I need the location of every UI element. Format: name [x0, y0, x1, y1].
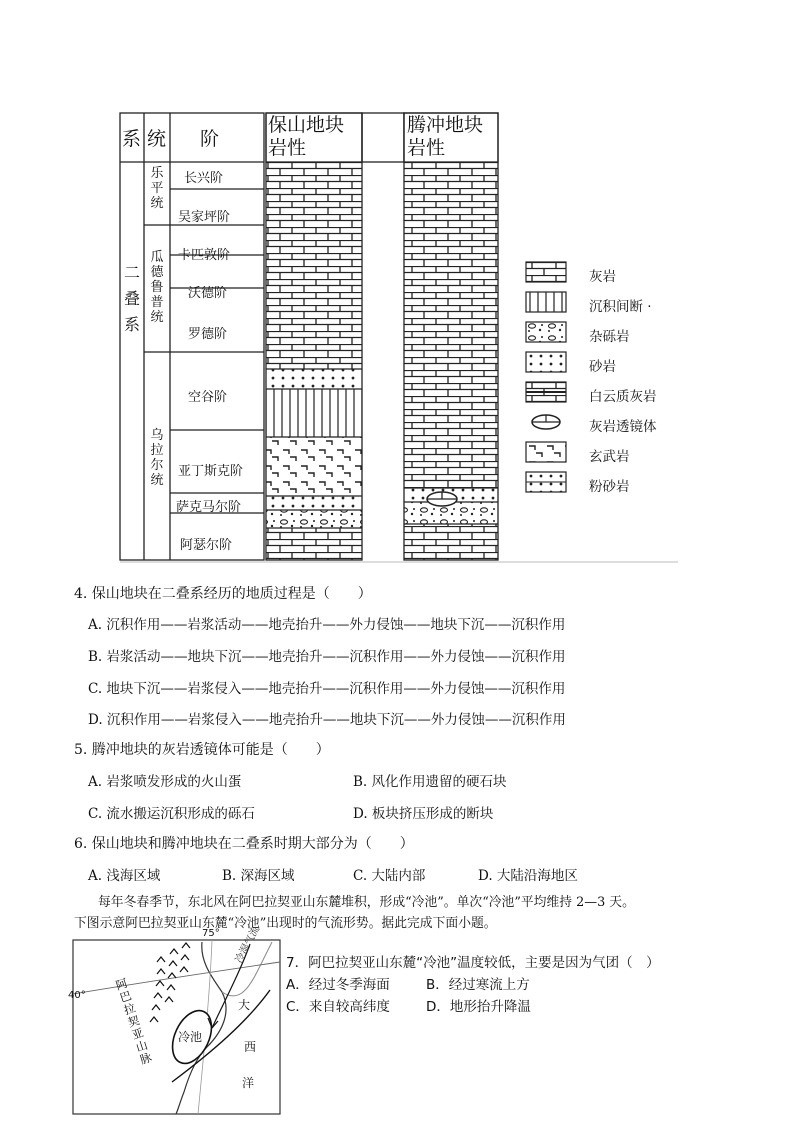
- series-guadalupian: 瓜 德 鲁 普 统: [150, 250, 164, 325]
- header-tengchong: [407, 114, 483, 160]
- map-ocean-1: 大: [238, 998, 251, 1012]
- map-cold-current-label: 冷湿气流: [233, 924, 263, 966]
- question-7-option-c[interactable]: C．来自较高纬度: [286, 999, 390, 1015]
- legend-note-dot: ·: [647, 299, 652, 315]
- legend-conglomerate-icon: [526, 322, 566, 342]
- question-7-option-b[interactable]: B．经过寒流上方: [426, 977, 530, 993]
- cold-pool-map: [68, 924, 282, 1116]
- question-7-stem: 7．阿巴拉契亚山东麓“冷池”温度较低，主要是因为气团（ ）: [286, 955, 660, 971]
- map-cold-pool-label: 冷池: [178, 1030, 203, 1044]
- legend-hiatus-icon: [526, 292, 566, 312]
- map-ocean-3: 洋: [242, 1076, 255, 1090]
- legend-limestone-lens-icon: [532, 415, 560, 429]
- legend-label-dolomitic-limestone: 白云质灰岩: [589, 389, 657, 405]
- question-5-option-a[interactable]: A. 岩浆喷发形成的火山蛋: [88, 774, 242, 790]
- header-series: 统: [147, 128, 167, 150]
- map-mountain-label: 阿 巴 拉 契 亚 山 脉: [113, 975, 154, 1067]
- series-lopingian: 乐 平 统: [150, 166, 164, 211]
- question-5-stem: 5. 腾冲地块的灰岩透镜体可能是（ ）: [74, 742, 330, 758]
- legend-label-hiatus: [589, 295, 652, 315]
- stage-kungurian: 空谷阶: [188, 390, 228, 405]
- header-tengchong-line2: 岩性: [407, 137, 446, 159]
- question-6-option-c[interactable]: C. 大陆内部: [353, 868, 426, 884]
- question-6-stem: 6. 保山地块和腾冲地块在二叠系时期大部分为（ ）: [74, 836, 414, 852]
- stratigraphic-figure: [118, 110, 678, 565]
- question-4-stem: 4. 保山地块在二叠系经历的地质过程是（ ）: [74, 586, 372, 602]
- question-6-option-d[interactable]: D. 大陆沿海地区: [478, 868, 578, 884]
- legend-label-siltstone: 粉砂岩: [589, 479, 630, 495]
- question-5-option-b[interactable]: B. 风化作用遗留的硬石块: [353, 774, 507, 790]
- question-6-option-b[interactable]: B. 深海区域: [222, 868, 295, 884]
- legend-label-limestone-lens: 灰岩透镜体: [589, 419, 657, 435]
- header-system: 系: [122, 128, 142, 150]
- map-longitude-label: 75°: [202, 928, 220, 939]
- stage-sakmarian: 萨克马尔阶: [176, 500, 242, 515]
- stage-wordian: 沃德阶: [188, 286, 228, 301]
- stage-artinskian: 亚丁斯克阶: [178, 464, 244, 479]
- stage-asselian: 阿瑟尔阶: [180, 538, 233, 553]
- legend-label-basalt: 玄武岩: [589, 449, 630, 465]
- legend-label-sandstone: 砂岩: [589, 359, 616, 375]
- legend-label-conglomerate: 杂砾岩: [589, 329, 630, 345]
- limestone-lens-mark: [427, 492, 457, 506]
- question-5-option-c[interactable]: C. 流水搬运沉积形成的砾石: [88, 806, 255, 822]
- header-stage: 阶: [200, 128, 220, 150]
- legend-limestone-icon: [526, 262, 566, 282]
- stage-capitanian: 卡匹敦阶: [178, 248, 231, 263]
- question-7-option-a[interactable]: A．经过冬季海面: [286, 977, 390, 993]
- stage-changhsingian: 长兴阶: [184, 171, 224, 186]
- legend-dolomitic-limestone-icon: [526, 382, 566, 402]
- question-4-option-b[interactable]: B. 岩浆活动——地块下沉——地壳抬升——沉积作用——外力侵蚀——沉积作用: [88, 649, 566, 665]
- legend-label-limestone: 灰岩: [589, 269, 616, 285]
- system-name: 二 叠 系: [123, 263, 140, 334]
- header-tengchong-line1: 腾冲地块: [407, 114, 484, 136]
- legend-siltstone-icon: [526, 472, 566, 492]
- header-baoshan: [268, 114, 344, 160]
- question-4-option-a[interactable]: A. 沉积作用——岩浆活动——地壳抬升——外力侵蚀——地块下沉——沉积作用: [88, 617, 566, 633]
- map-latitude-label: 40°: [68, 990, 86, 1001]
- header-baoshan-line1: 保山地块: [268, 114, 345, 136]
- stage-wuchiapingian: 吴家坪阶: [178, 210, 231, 225]
- question-4-option-c[interactable]: C. 地块下沉——岩浆侵入——地壳抬升——沉积作用——外力侵蚀——沉积作用: [88, 681, 566, 697]
- legend-basalt-icon: [526, 442, 566, 462]
- question-5-option-d[interactable]: D. 板块挤压形成的断块: [353, 806, 494, 822]
- legend-label-hiatus-text: 沉积间断: [589, 299, 643, 315]
- header-baoshan-line2: 岩性: [268, 137, 307, 159]
- question-4-option-d[interactable]: D. 沉积作用——岩浆侵入——地壳抬升——地块下沉——外力侵蚀——沉积作用: [88, 712, 566, 728]
- series-cisuralian: 乌 拉 尔 统: [150, 428, 164, 488]
- passage-line-2: 下图示意阿巴拉契亚山东麓“冷池”出现时的气流形势。据此完成下面小题。: [74, 916, 497, 931]
- map-ocean-2: 西: [244, 1040, 257, 1054]
- stage-roadian: 罗德阶: [188, 327, 228, 342]
- passage-line-1: 每年冬春季节，东北风在阿巴拉契亚山东麓堆积，形成“冷池”。单次“冷池”平均维持 2—3 天。: [98, 895, 635, 910]
- legend-sandstone-icon: [526, 352, 566, 372]
- question-6-option-a[interactable]: A. 浅海区域: [88, 868, 161, 884]
- question-7-option-d[interactable]: D．地形抬升降温: [426, 999, 531, 1015]
